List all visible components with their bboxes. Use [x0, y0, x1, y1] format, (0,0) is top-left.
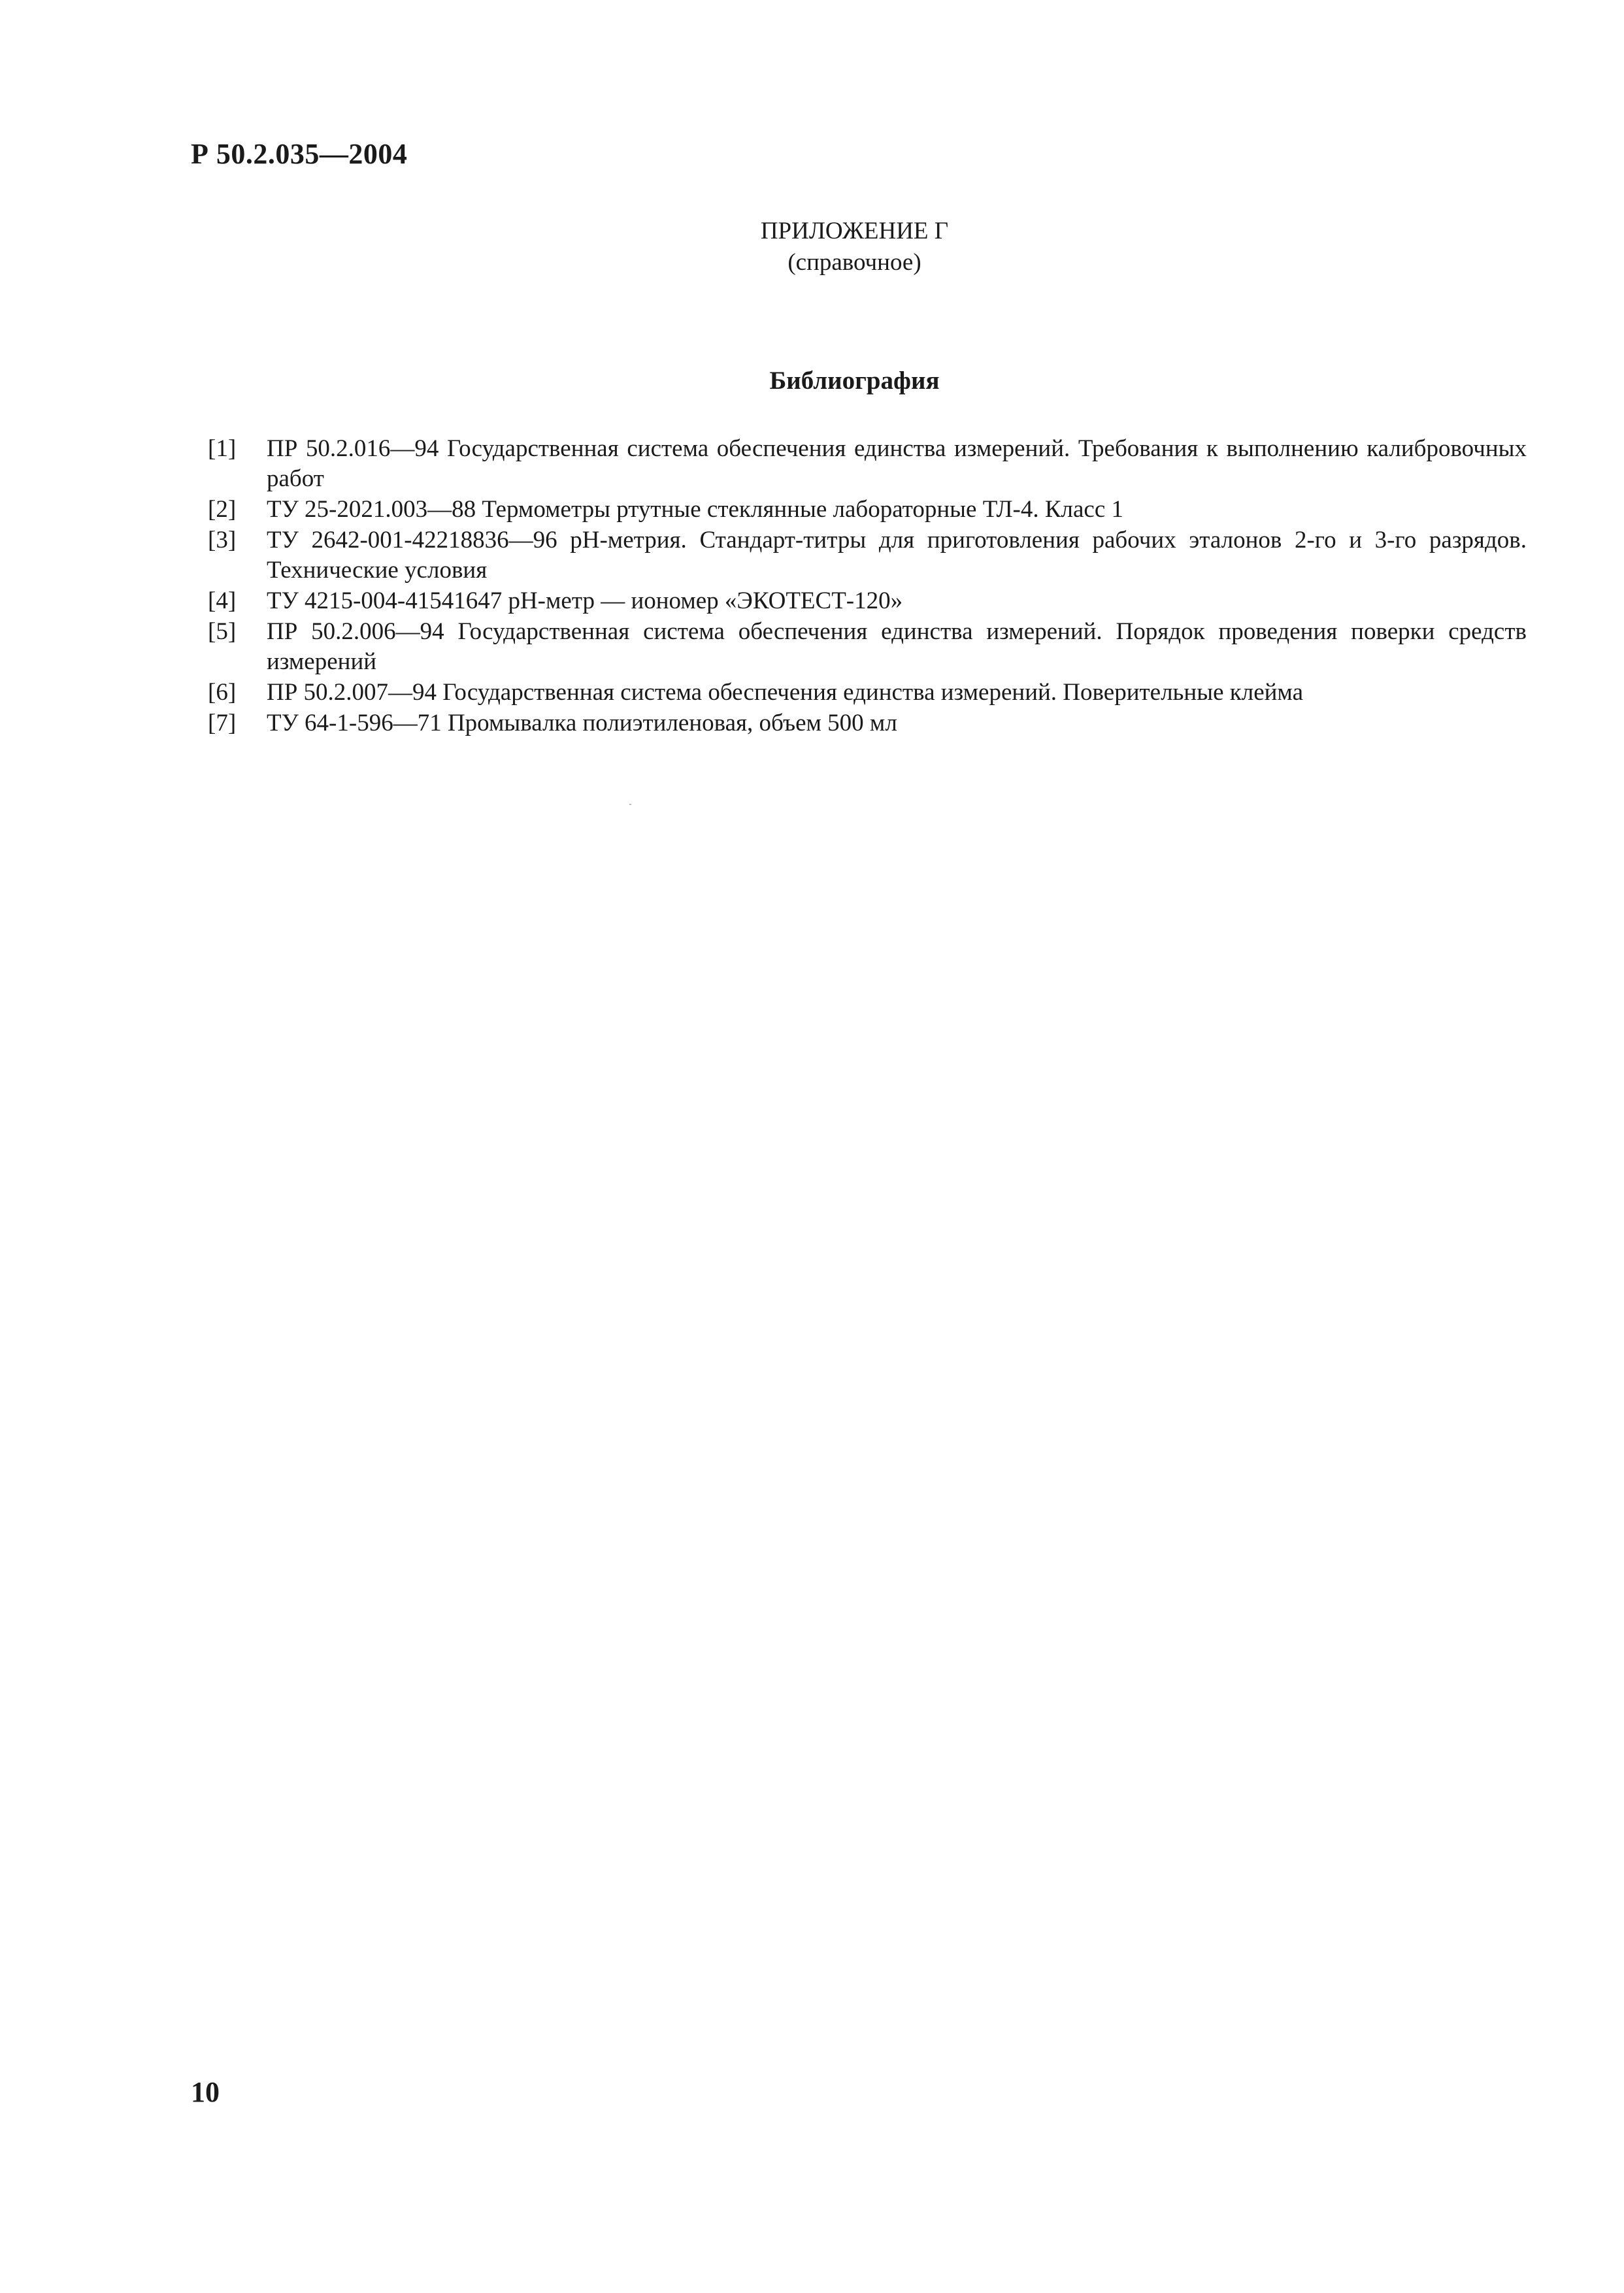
reference-number: [5] [208, 618, 237, 645]
bibliography-heading: Библиография [769, 367, 940, 395]
document-code: Р 50.2.035—2004 [191, 138, 408, 170]
reference-text: ТУ 25-2021.003—88 Термометры ртутные стеклянные лабораторные ТЛ-4. Класс 1 [267, 496, 1124, 523]
reference-item-3 [208, 525, 1527, 586]
appendix-note: (справочное) [787, 249, 921, 276]
reference-item-7 [208, 708, 1527, 738]
reference-number: [3] [208, 527, 237, 553]
reference-item-4 [208, 586, 1527, 616]
reference-item-2 [208, 495, 1527, 525]
reference-text: ПР 50.2.016—94 Государственная система обеспечения единства измерений. Требования к выполнению калибровочных работ [267, 435, 1527, 492]
reference-text: ТУ 64-1-596—71 Промывалка полиэтиленовая, объем 500 мл [267, 710, 897, 736]
reference-text: ПР 50.2.007—94 Государственная система обеспечения единства измерений. Поверительные клейма [267, 679, 1304, 706]
reference-number: [4] [208, 587, 237, 614]
reference-list [208, 434, 1527, 739]
reference-text: ПР 50.2.006—94 Государственная система обеспечения единства измерений. Порядок проведения поверки средств измерений [267, 618, 1527, 675]
scan-speck [629, 804, 631, 805]
reference-item-1 [208, 434, 1527, 494]
reference-text: ТУ 4215-004-41541647 рН-метр — иономер «ЭКОТЕСТ-120» [267, 587, 903, 614]
reference-item-6 [208, 678, 1527, 708]
reference-number: [1] [208, 435, 237, 462]
reference-number: [6] [208, 679, 237, 706]
reference-number: [7] [208, 710, 237, 736]
reference-text: ТУ 2642-001-42218836—96 рН-метрия. Стандарт-титры для приготовления рабочих эталонов 2-го и 3-го разрядов. Технические условия [267, 527, 1527, 584]
appendix-title: ПРИЛОЖЕНИЕ Г [760, 218, 949, 244]
reference-number: [2] [208, 496, 237, 523]
reference-item-5 [208, 617, 1527, 677]
page-number: 10 [191, 2076, 220, 2108]
